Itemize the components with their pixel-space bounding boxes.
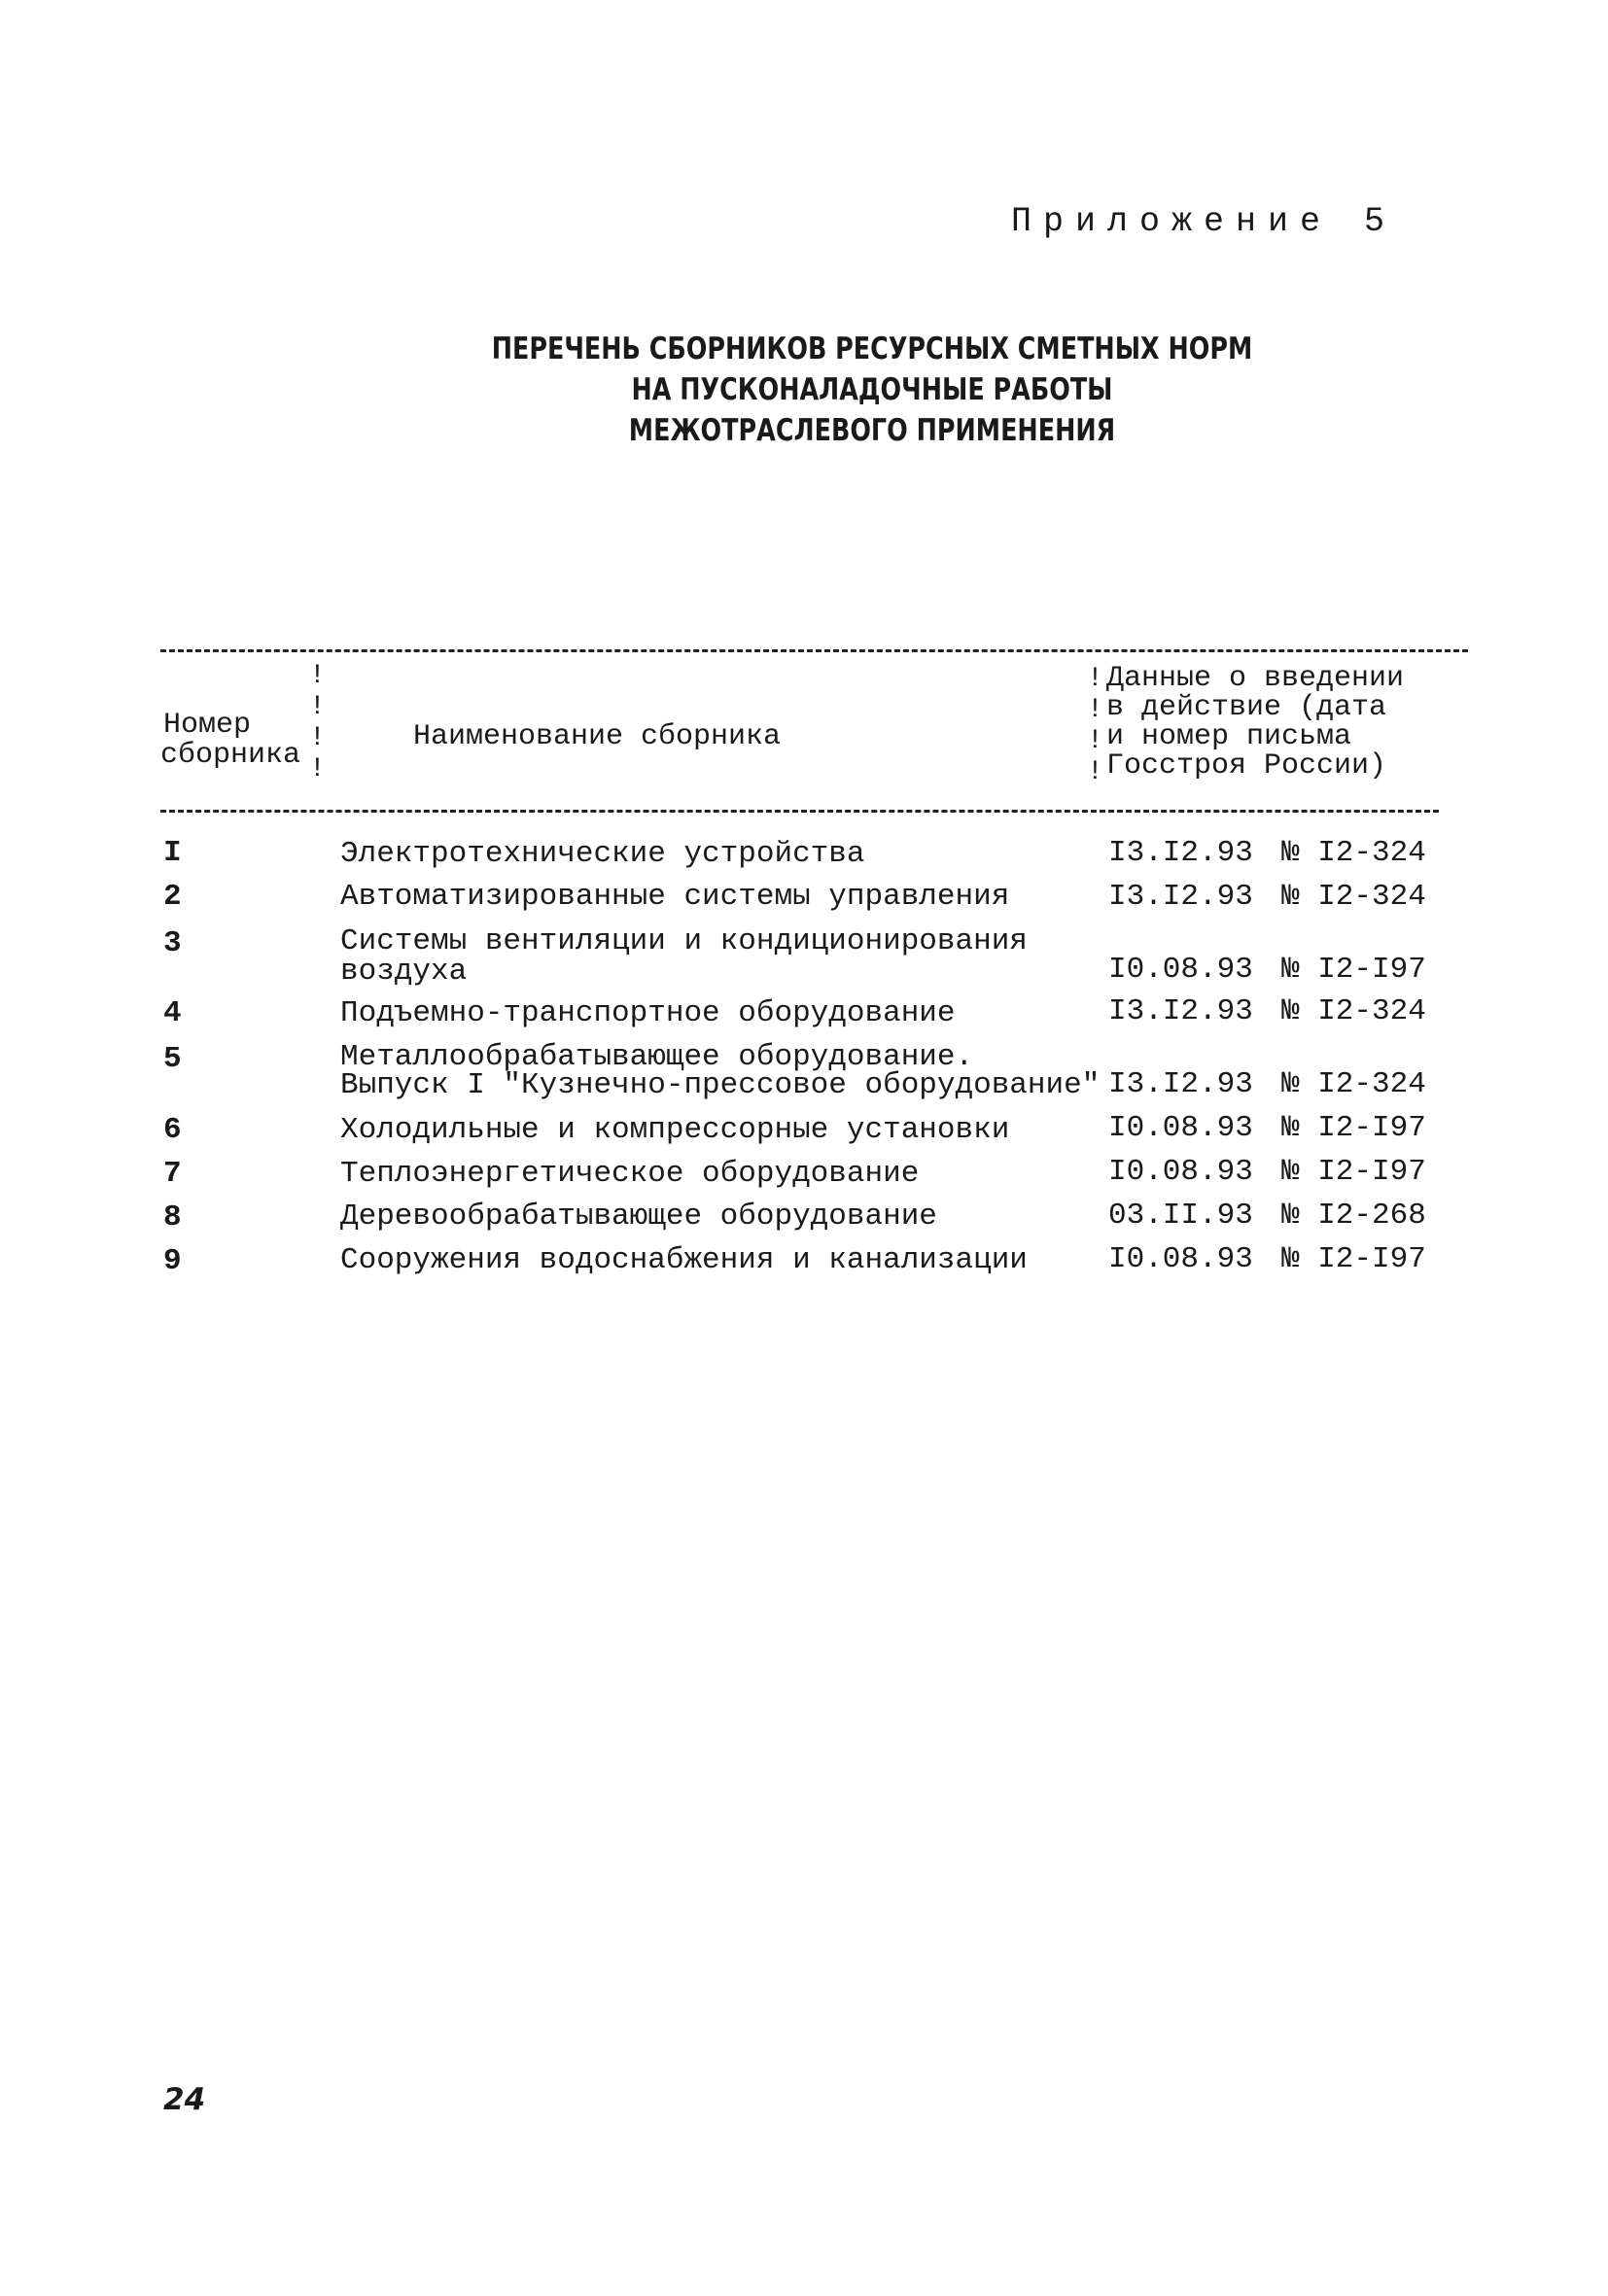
header-separator-1: ! ! ! ! xyxy=(309,661,326,784)
row-number: 6 xyxy=(163,1113,182,1147)
header-name: Наименование сборника xyxy=(413,720,782,753)
row-name-continued: Выпуск I "Кузнечно-прессовое оборудование" xyxy=(340,1068,1101,1102)
row-letter: № I2-I97 xyxy=(1281,953,1426,987)
row-letter: № I2-324 xyxy=(1281,836,1426,870)
row-number: I xyxy=(163,836,182,870)
row-date: 03.II.93 xyxy=(1108,1199,1253,1233)
row-name-continued: воздуха xyxy=(340,955,468,989)
row-letter: № I2-324 xyxy=(1281,880,1426,914)
row-name: Сооружения водоснабжения и канализации xyxy=(340,1243,1028,1277)
row-letter: № I2-268 xyxy=(1281,1199,1426,1233)
row-number: 7 xyxy=(163,1157,182,1191)
table-top-rule xyxy=(160,649,1468,652)
row-number: 8 xyxy=(163,1200,182,1235)
page-number: 24 xyxy=(163,2082,206,2117)
row-number: 2 xyxy=(163,880,182,914)
row-letter: № I2-I97 xyxy=(1281,1155,1426,1189)
document-title xyxy=(420,329,1324,451)
row-number: 5 xyxy=(163,1042,182,1076)
row-date: I3.I2.93 xyxy=(1108,836,1253,870)
title-line-1: ПЕРЕЧЕНЬ СБОРНИКОВ РЕСУРСНЫХ СМЕТНЫХ НОРМ xyxy=(491,331,1253,366)
row-date: I3.I2.93 xyxy=(1108,1067,1253,1101)
header-separator-2: ! ! ! ! xyxy=(1087,664,1103,787)
header-data-4: Госстроя России) xyxy=(1106,749,1387,783)
row-name: Металлообрабатывающее оборудование. xyxy=(340,1040,974,1074)
row-letter: № I2-324 xyxy=(1281,1067,1426,1101)
title-line-3: МЕЖОТРАСЛЕВОГО ПРИМЕНЕНИЯ xyxy=(628,413,1116,448)
row-name: Холодильные и компрессорные установки xyxy=(340,1113,1010,1147)
row-date: I0.08.93 xyxy=(1108,1242,1253,1276)
row-name: Деревообрабатывающее оборудование xyxy=(340,1200,937,1234)
row-number: 9 xyxy=(163,1244,182,1278)
header-data-1: Данные о введении xyxy=(1106,662,1405,695)
row-name: Системы вентиляции и кондиционирования xyxy=(340,924,1028,958)
row-letter: № I2-324 xyxy=(1281,994,1426,1028)
row-letter: № I2-I97 xyxy=(1281,1111,1426,1145)
row-date: I0.08.93 xyxy=(1108,1155,1253,1189)
row-name: Подъемно-транспортное оборудование xyxy=(340,996,956,1030)
header-data-3: и номер письма xyxy=(1106,720,1352,753)
appendix-label: Приложение 5 xyxy=(1011,202,1397,241)
row-date: I3.I2.93 xyxy=(1108,880,1253,914)
header-number-1: Номер xyxy=(163,709,252,742)
header-data-2: в действие (дата xyxy=(1106,691,1387,724)
row-number: 3 xyxy=(163,926,182,960)
row-number: 4 xyxy=(163,996,182,1030)
row-name: Теплоэнергетическое оборудование xyxy=(340,1157,920,1191)
row-name: Электротехнические устройства xyxy=(340,837,865,871)
header-number-2: сборника xyxy=(160,739,301,772)
row-letter: № I2-I97 xyxy=(1281,1242,1426,1276)
table-header-rule xyxy=(160,810,1439,813)
title-line-2: НА ПУСКОНАЛАДОЧНЫЕ РАБОТЫ xyxy=(631,372,1113,407)
row-date: I0.08.93 xyxy=(1108,953,1253,987)
row-date: I3.I2.93 xyxy=(1108,994,1253,1028)
row-date: I0.08.93 xyxy=(1108,1111,1253,1145)
row-name: Автоматизированные системы управления xyxy=(340,880,1010,914)
